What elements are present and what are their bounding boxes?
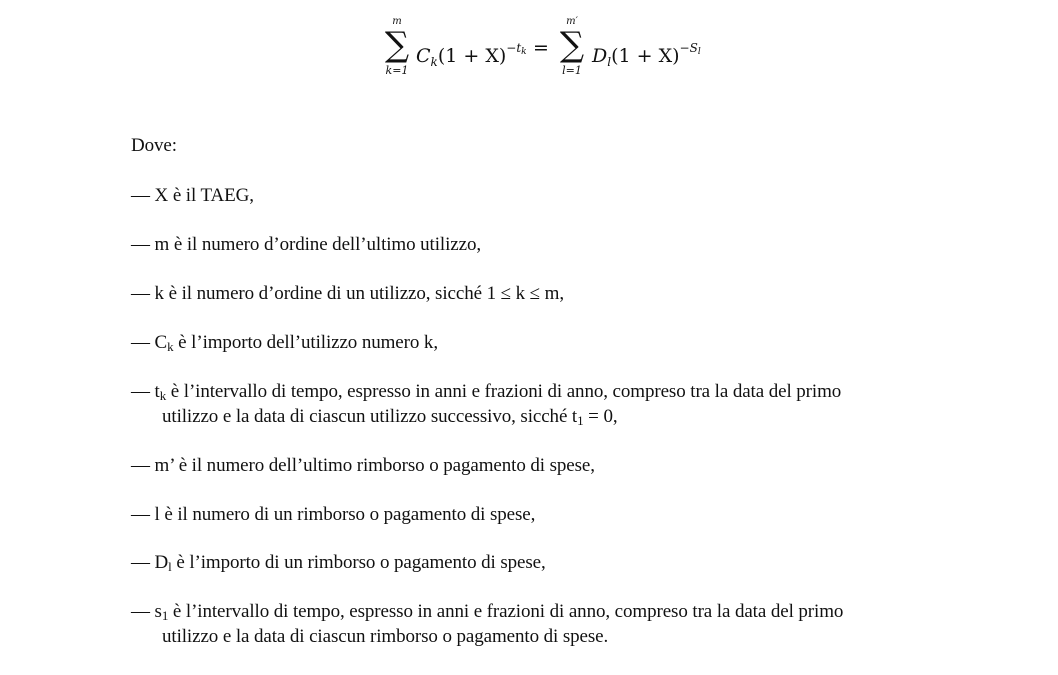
left-summation xyxy=(380,16,414,78)
item-dl xyxy=(131,551,546,575)
item-ck-pre: — C xyxy=(131,332,168,353)
right-summation xyxy=(555,16,589,78)
item-s1-sub: 1 xyxy=(161,608,169,623)
left-sum-lower-limit: k=1 xyxy=(385,64,409,77)
sigma-symbol: ∑ xyxy=(384,25,410,65)
equals-sign: = xyxy=(533,37,549,59)
item-mprime: — m’ è il numero dell’ultimo rimborso o pagamento di spese, xyxy=(131,455,595,476)
left-term-c-sub: k xyxy=(430,55,438,69)
item-k: — k è il numero d’ordine di un utilizzo, sicché 1 ≤ k ≤ m, xyxy=(131,283,564,304)
right-term-exp-sub: l xyxy=(697,47,701,57)
item-tk-pre: — t xyxy=(131,381,160,402)
right-term-exponent xyxy=(680,41,701,55)
sigma-symbol: ∑ xyxy=(559,25,585,65)
item-dl-post: è l’importo di un rimborso o pagamento di spese, xyxy=(171,552,546,573)
left-term-exp-sub: k xyxy=(521,47,527,57)
left-term-exp-text: −t xyxy=(506,41,522,55)
item-tk-sub: k xyxy=(159,388,167,403)
left-term xyxy=(416,37,527,73)
right-term-base: (1 + X) xyxy=(611,45,680,67)
item-dl-pre: — D xyxy=(131,552,169,573)
item-s1-post: è l’intervallo di tempo, espresso in anni e frazioni di anno, compreso tra la data del primo xyxy=(168,601,844,622)
item-tk-line1 xyxy=(131,380,841,404)
item-l: — l è il numero di un rimborso o pagamento di spese, xyxy=(131,504,536,525)
item-tk-line2-post: = 0, xyxy=(583,406,618,427)
right-term-d: D xyxy=(592,45,608,67)
item-tk-line2 xyxy=(162,405,618,429)
left-term-c: C xyxy=(416,45,431,67)
item-m: — m è il numero d’ordine dell’ultimo utilizzo, xyxy=(131,234,481,255)
left-term-base: (1 + X) xyxy=(437,45,507,67)
right-term-exp-text: −S xyxy=(679,41,698,55)
left-term-exponent xyxy=(506,41,526,55)
right-sum-upper-limit: m′ xyxy=(566,16,578,27)
right-term-d-sub: l xyxy=(607,55,612,69)
right-term xyxy=(592,37,701,73)
item-tk-post: è l’intervallo di tempo, espresso in anni e frazioni di anno, compreso tra la data del primo xyxy=(166,381,842,402)
item-x: — X è il TAEG, xyxy=(131,185,254,206)
item-s1-line1 xyxy=(131,600,843,624)
item-tk-line2-pre: utilizzo e la data di ciascun utilizzo successivo, sicché t xyxy=(162,406,578,427)
item-s1-pre: — s xyxy=(131,601,162,622)
item-ck-sub: k xyxy=(167,339,174,354)
item-ck xyxy=(131,331,438,355)
item-dl-sub: l xyxy=(168,559,172,574)
taeg-formula xyxy=(380,14,720,94)
item-tk-line2-sub: 1 xyxy=(577,413,584,428)
left-sum-upper-limit: m xyxy=(392,16,402,27)
intro-text: Dove: xyxy=(131,135,177,156)
item-ck-post: è l’importo dell’utilizzo numero k, xyxy=(173,332,438,353)
item-s1-line2: utilizzo e la data di ciascun rimborso o pagamento di spese. xyxy=(162,626,609,647)
right-sum-lower-limit: l=1 xyxy=(562,64,582,77)
